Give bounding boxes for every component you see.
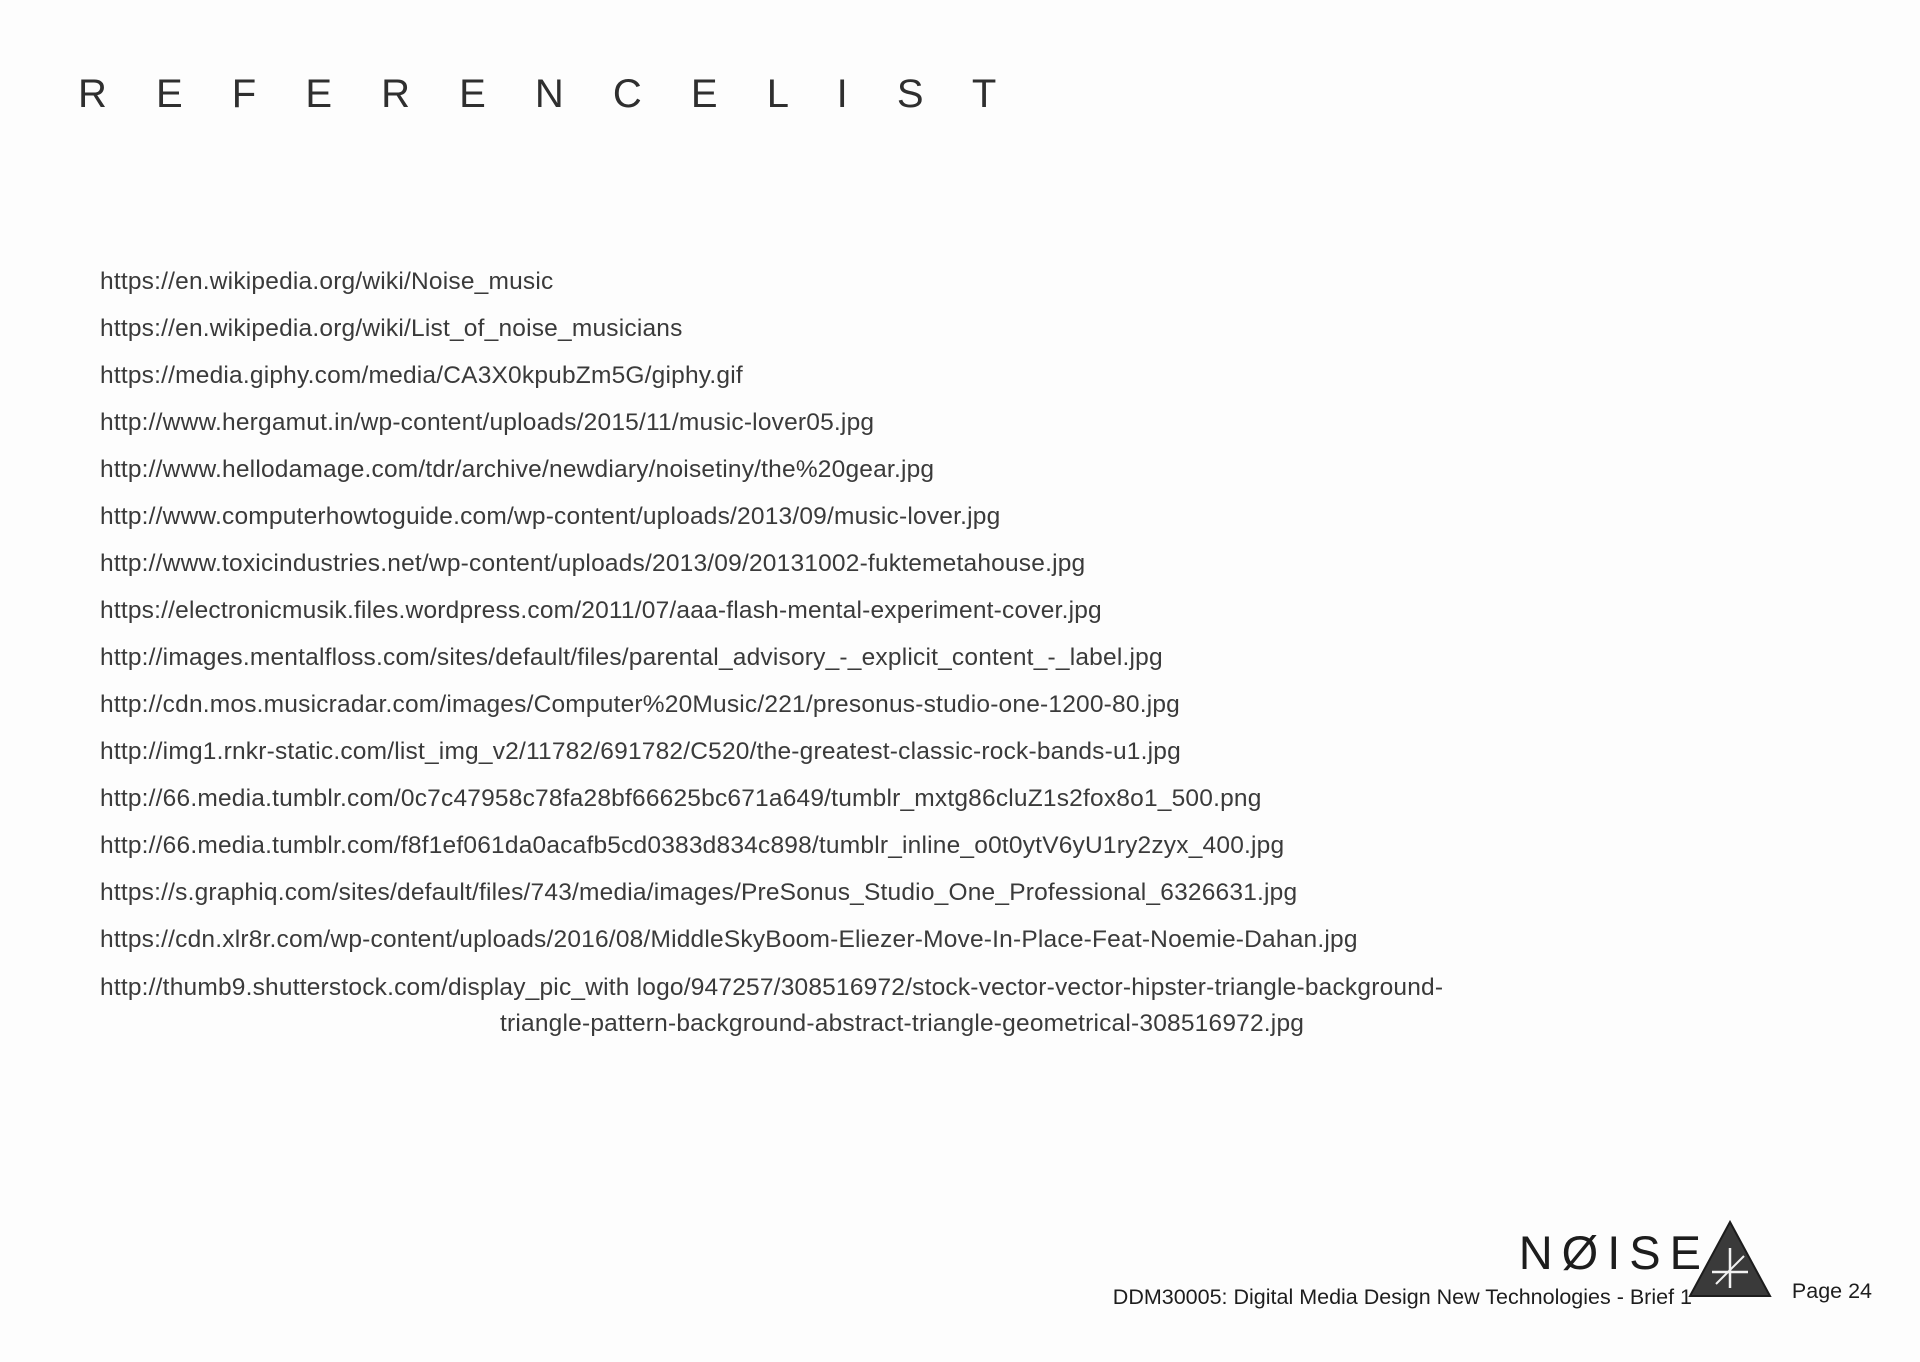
brand-wordmark: NØISE xyxy=(1518,1226,1710,1279)
course-label: DDM30005: Digital Media Design New Technologies - Brief 1 xyxy=(1112,1285,1692,1309)
footer xyxy=(0,1202,1920,1362)
list-item: http://www.hergamut.in/wp-content/uploads/2015/11/music-lover05.jpg xyxy=(100,409,875,436)
reference-list xyxy=(100,258,1820,1042)
list-item: https://en.wikipedia.org/wiki/Noise_music xyxy=(100,268,554,295)
triangle-logo-icon xyxy=(1688,1220,1772,1300)
list-item: http://www.toxicindustries.net/wp-content/uploads/2013/09/20131002-fuktemetahouse.jpg xyxy=(100,550,1086,577)
list-item: http://cdn.mos.musicradar.com/images/Computer%20Music/221/presonus-studio-one-1200-80.jpg xyxy=(100,691,1180,718)
list-item: https://cdn.xlr8r.com/wp-content/uploads/2016/08/MiddleSkyBoom-Eliezer-Move-In-Place-Feat-Noemie-Dahan.jpg xyxy=(100,926,1358,953)
list-item: https://electronicmusik.files.wordpress.com/2011/07/aaa-flash-mental-experiment-cover.jpg xyxy=(100,597,1102,624)
list-item-wrapped xyxy=(100,970,1820,1042)
list-item: http://www.hellodamage.com/tdr/archive/newdiary/noisetiny/the%20gear.jpg xyxy=(100,456,935,483)
list-item: http://images.mentalfloss.com/sites/default/files/parental_advisory_-_explicit_content_-_label.jpg xyxy=(100,644,1163,671)
list-item: http://66.media.tumblr.com/0c7c47958c78fa28bf66625bc671a649/tumblr_mxtg86cluZ1s2fox8o1_500.png xyxy=(100,785,1262,812)
page-title: R E F E R E N C E L I S T xyxy=(78,72,1016,116)
list-item-line-2: triangle-pattern-background-abstract-triangle-geometrical-308516972.jpg xyxy=(500,1010,1305,1037)
list-item: https://en.wikipedia.org/wiki/List_of_noise_musicians xyxy=(100,315,683,342)
list-item: https://s.graphiq.com/sites/default/files/743/media/images/PreSonus_Studio_One_Professional_6326631.jpg xyxy=(100,879,1298,906)
list-item: http://img1.rnkr-static.com/list_img_v2/11782/691782/C520/the-greatest-classic-rock-bands-u1.jpg xyxy=(100,738,1181,765)
list-item-line-1: http://thumb9.shutterstock.com/display_pic_with logo/947257/308516972/stock-vector-vector-hipster-triangle-background- xyxy=(100,974,1444,1001)
list-item: https://media.giphy.com/media/CA3X0kpubZm5G/giphy.gif xyxy=(100,362,743,389)
list-item: http://www.computerhowtoguide.com/wp-content/uploads/2013/09/music-lover.jpg xyxy=(100,503,1001,530)
page-number: Page 24 xyxy=(1791,1279,1872,1303)
list-item: http://66.media.tumblr.com/f8f1ef061da0acafb5cd0383d834c898/tumblr_inline_o0t0ytV6yU1ry2zyx_400.jpg xyxy=(100,832,1285,859)
